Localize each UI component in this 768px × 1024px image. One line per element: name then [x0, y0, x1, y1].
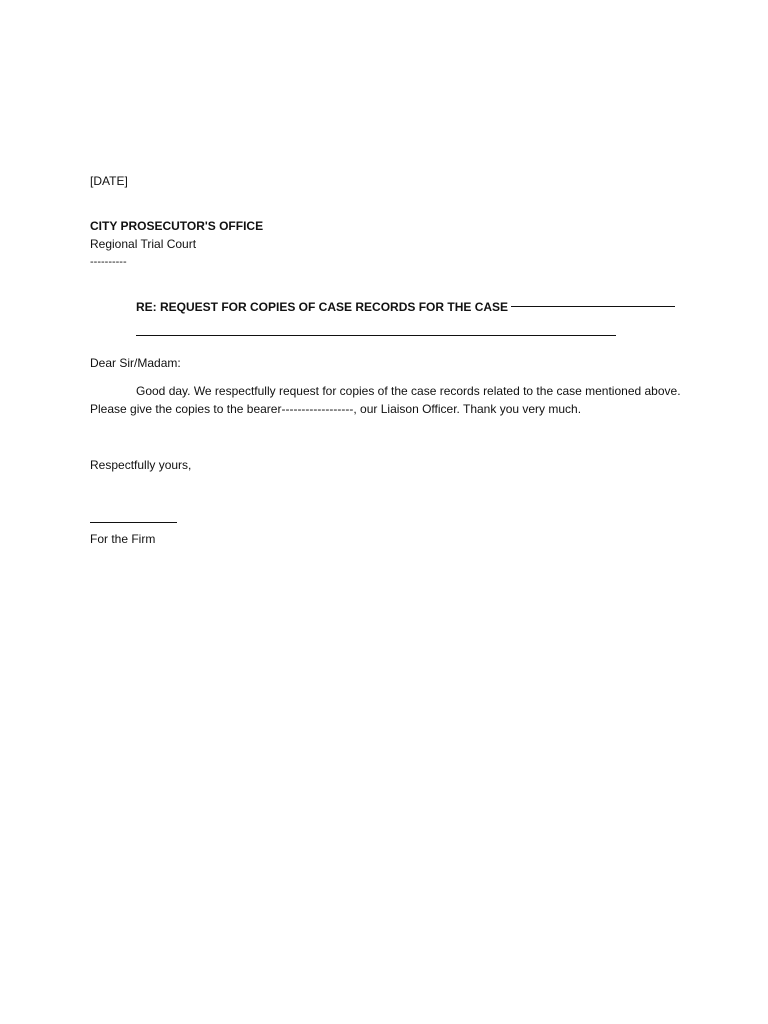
- signature-line: [90, 522, 177, 523]
- subject-blank-rule-continued: [136, 335, 616, 336]
- body-line-1-text: Good day. We respectfully request for copies of the case records related to the case mentioned above.: [136, 384, 681, 398]
- subject-blank-rule: [511, 306, 675, 307]
- recipient-office: CITY PROSECUTOR'S OFFICE: [90, 219, 264, 233]
- body-paragraph: [90, 382, 710, 418]
- subject-text: RE: REQUEST FOR COPIES OF CASE RECORDS FOR THE CASE: [136, 300, 509, 314]
- signature-caption: For the Firm: [90, 532, 156, 546]
- salutation: Dear Sir/Madam:: [90, 356, 181, 370]
- subject-line: [136, 298, 675, 316]
- closing: Respectfully yours,: [90, 458, 192, 472]
- body-line-1: [90, 382, 710, 400]
- body-line-2: Please give the copies to the bearer------------------, our Liaison Officer. Thank you very much.: [90, 402, 582, 416]
- letter-date: [DATE]: [90, 174, 128, 188]
- recipient-court: Regional Trial Court: [90, 237, 197, 251]
- recipient-placeholder: ----------: [90, 256, 127, 268]
